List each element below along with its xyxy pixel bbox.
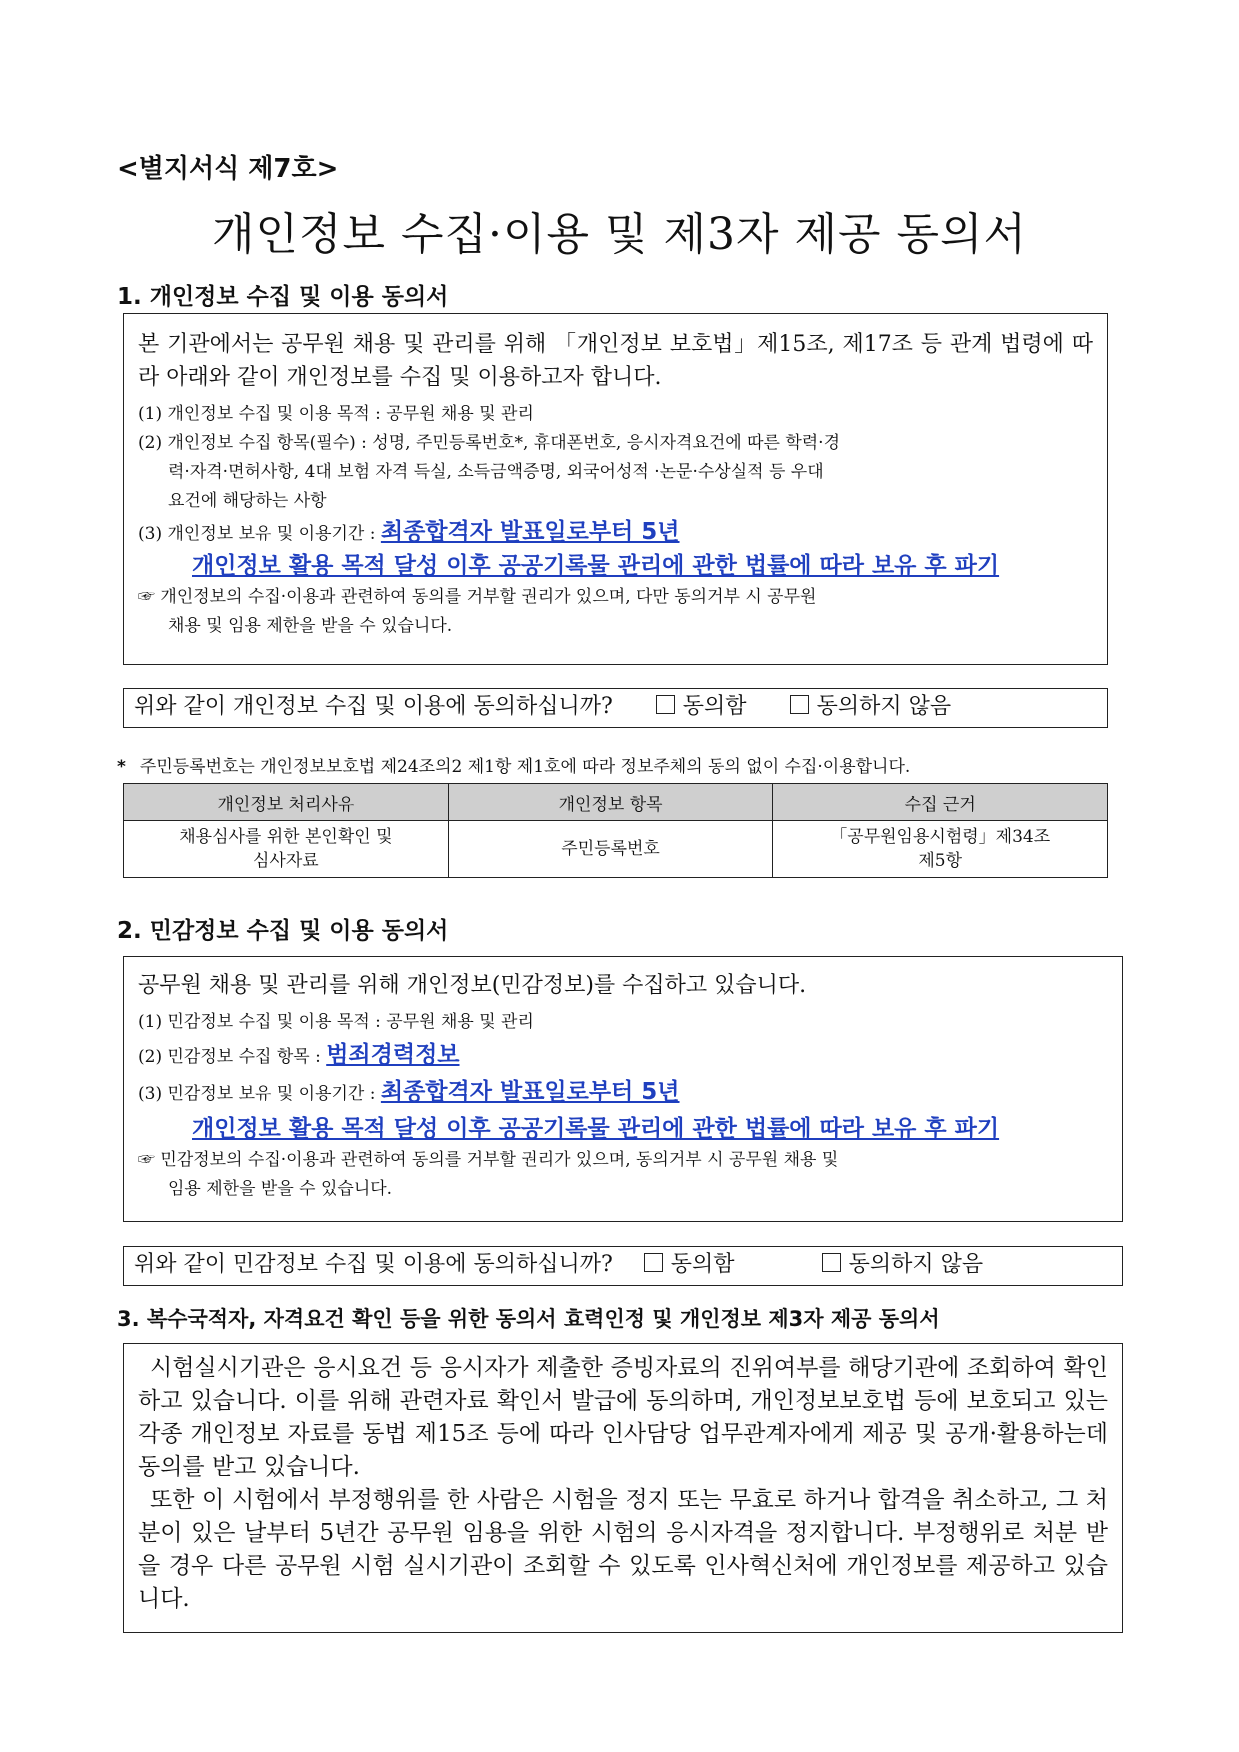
section1-item2-line2: 력·자격·면허사항, 4대 보험 자격 득실, 소득금액증명, 외국어성적 ·논문·수상실적 등 우대 — [168, 462, 824, 482]
section2-intro: 공무원 채용 및 관리를 위해 개인정보(민감정보)를 수집하고 있습니다. — [138, 973, 807, 998]
section2-heading: 2. 민감정보 수집 및 이용 동의서 — [117, 918, 449, 944]
disagree-checkbox[interactable] — [790, 695, 809, 714]
basis-line2: 제5항 — [918, 851, 963, 871]
section3-paragraph1: 시험실시기관은 응시요건 등 응시자가 제출한 증빙자료의 진위여부를 해당기관에 조회하여 확인하고 있습니다. 이를 위해 관련자료 확인서 발급에 동의하며, 개인정보보호법 등에 보호되고 있는 각종 개인정보 자료를 동법 제15조 등에 따라 인사담당 업무관계자에게 제공 및 공개·활용하는데 동의를 받고 있습니다. — [138, 1355, 1108, 1480]
section1-notice-line1: ☞ 개인정보의 수집·이용과 관련하여 동의를 거부할 권리가 있으며, 다만 동의거부 시 공무원 — [138, 587, 817, 607]
section2-item3-label: (3) 민감정보 보유 및 이용기간 : — [138, 1084, 381, 1104]
note-text: 주민등록번호는 개인정보보호법 제24조의2 제1항 제1호에 따라 정보주체의 동의 없이 수집·이용합니다. — [139, 757, 911, 777]
table-header-reason: 개인정보 처리사유 — [124, 784, 449, 821]
disagree-checkbox[interactable] — [822, 1253, 841, 1272]
basis-line1: 「공무원임용시험령」제34조 — [830, 827, 1051, 847]
section2-notice-line1: ☞ 민감정보의 수집·이용과 관련하여 동의를 거부할 권리가 있으며, 동의거부 시 공무원 채용 및 — [138, 1150, 839, 1170]
table-header-row — [124, 784, 1108, 821]
section1-item3-label: (3) 개인정보 보유 및 이용기간 : — [138, 524, 381, 544]
table-cell-basis — [773, 821, 1108, 878]
section2-box — [123, 956, 1123, 1222]
reason-line1: 채용심사를 위한 본인확인 및 — [179, 827, 393, 847]
section2-consent-row — [123, 1246, 1123, 1286]
section2-retention-period: 최종합격자 발표일로부터 5년 — [380, 1079, 680, 1105]
section3-box — [123, 1343, 1123, 1633]
section3-paragraph2: 또한 이 시험에서 부정행위를 한 사람은 시험을 정지 또는 무효로 하거나 합격을 취소하고, 그 처분이 있은 날부터 5년간 공무원 임용을 위한 시험의 응시자격을 정지합니다. 부정행위로 처분 받을 경우 다른 공무원 시험 실시기관이 조회할 수 있도록 인사혁신처에 개인정보를 제공하고 있습니다. — [138, 1487, 1108, 1612]
section2-criminal-record: 범죄경력정보 — [326, 1042, 460, 1068]
section1-item1: (1) 개인정보 수집 및 이용 목적 : 공무원 채용 및 관리 — [138, 404, 534, 424]
table-header-basis: 수집 근거 — [773, 784, 1108, 821]
section1-retention-period: 최종합격자 발표일로부터 5년 — [380, 519, 680, 545]
section2-item3 — [138, 1074, 1108, 1112]
section1-retention-disposal: 개인정보 활용 목적 달성 이후 공공기록물 관리에 관한 법률에 따라 보유 후 파기 — [192, 553, 1000, 579]
section1-item3 — [138, 518, 1093, 549]
section1-heading: 1. 개인정보 수집 및 이용 동의서 — [117, 284, 449, 310]
section1-consent-question: 위와 같이 개인정보 수집 및 이용에 동의하십니까? — [134, 694, 613, 719]
section1-notice — [138, 583, 1093, 641]
section1-agree-option[interactable] — [656, 694, 747, 719]
section1-item2-line3: 요건에 해당하는 사항 — [168, 491, 327, 511]
document-title: 개인정보 수집·이용 및 제3자 제공 동의서 — [212, 209, 1027, 260]
section1-disagree-option[interactable] — [790, 694, 952, 719]
section1-notice-line2: 채용 및 임용 제한을 받을 수 있습니다. — [168, 616, 453, 636]
form-number: <별지서식 제7호> — [117, 154, 339, 184]
section2-item2 — [138, 1038, 1108, 1074]
reason-line2: 심사자료 — [253, 851, 319, 871]
agree-checkbox[interactable] — [644, 1253, 663, 1272]
table-cell-item: 주민등록번호 — [448, 821, 773, 878]
section2-item1: (1) 민감정보 수집 및 이용 목적 : 공무원 채용 및 관리 — [138, 1012, 534, 1032]
section2-retention-disposal: 개인정보 활용 목적 달성 이후 공공기록물 관리에 관한 법률에 따라 보유 후 파기 — [192, 1116, 1000, 1142]
collection-basis-table — [123, 783, 1108, 878]
note-star: * — [117, 757, 126, 777]
section1-intro: 본 기관에서는 공무원 채용 및 관리를 위해 「개인정보 보호법」제15조, 제17조 등 관계 법령에 따라 아래와 같이 개인정보를 수집 및 이용하고자 합니다. — [138, 332, 1093, 390]
table-header-item: 개인정보 항목 — [448, 784, 773, 821]
disagree-label: 동의하지 않음 — [816, 694, 952, 719]
table-cell-reason — [124, 821, 449, 878]
table-row — [124, 821, 1108, 878]
section2-consent-question: 위와 같이 민감정보 수집 및 이용에 동의하십니까? — [134, 1252, 613, 1277]
resident-number-note — [117, 752, 910, 777]
agree-label: 동의함 — [670, 1252, 735, 1277]
section2-notice — [138, 1146, 1108, 1204]
section2-item2-label: (2) 민감정보 수집 항목 : — [138, 1047, 327, 1067]
section2-notice-line2: 임용 제한을 받을 수 있습니다. — [168, 1179, 393, 1199]
section2-agree-option[interactable] — [644, 1252, 735, 1277]
section1-item2-line1: (2) 개인정보 수집 항목(필수) : 성명, 주민등록번호*, 휴대폰번호, 응시자격요건에 따른 학력·경 — [138, 433, 840, 453]
section1-item2 — [138, 429, 1093, 516]
agree-label: 동의함 — [682, 694, 747, 719]
agree-checkbox[interactable] — [656, 695, 675, 714]
section2-disagree-option[interactable] — [822, 1252, 984, 1277]
section1-box — [123, 313, 1108, 665]
disagree-label: 동의하지 않음 — [848, 1252, 984, 1277]
section1-consent-row — [123, 688, 1108, 728]
section3-heading: 3. 복수국적자, 자격요건 확인 등을 위한 동의서 효력인정 및 개인정보 제3자 제공 동의서 — [117, 1307, 940, 1331]
